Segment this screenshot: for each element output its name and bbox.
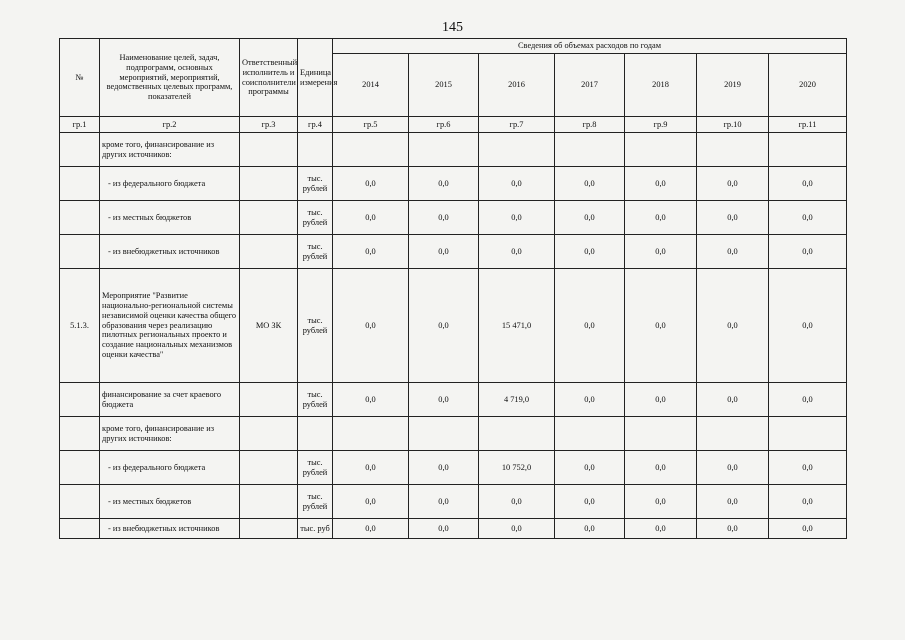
row-number-cell: [60, 167, 100, 201]
value-cell: [479, 133, 555, 167]
unit-cell: тыс. рублей: [298, 269, 333, 383]
column-number: гр.11: [769, 117, 847, 133]
year-header: 2020: [769, 54, 847, 117]
row-name-cell: - из внебюджетных источников: [100, 519, 240, 539]
column-number: гр.10: [697, 117, 769, 133]
value-cell: 0,0: [697, 167, 769, 201]
row-name-cell: - из внебюджетных источников: [100, 235, 240, 269]
value-cell: 0,0: [769, 269, 847, 383]
value-cell: 0,0: [625, 235, 697, 269]
value-cell: 0,0: [409, 269, 479, 383]
value-cell: [625, 133, 697, 167]
row-number-cell: [60, 383, 100, 417]
header-responsible: Ответственный исполнитель и соисполнители программы: [240, 39, 298, 117]
value-cell: 0,0: [479, 519, 555, 539]
value-cell: 0,0: [769, 451, 847, 485]
row-name-cell: - из местных бюджетов: [100, 485, 240, 519]
value-cell: 0,0: [409, 235, 479, 269]
table-row: [60, 269, 847, 383]
responsible-cell: [240, 485, 298, 519]
row-number-cell: [60, 235, 100, 269]
row-name-cell: финансирование за счет краевого бюджета: [100, 383, 240, 417]
column-number: гр.8: [555, 117, 625, 133]
unit-cell: тыс. рублей: [298, 201, 333, 235]
responsible-cell: МО ЗК: [240, 269, 298, 383]
column-number: гр.2: [100, 117, 240, 133]
value-cell: 0,0: [333, 269, 409, 383]
value-cell: 0,0: [625, 451, 697, 485]
responsible-cell: [240, 133, 298, 167]
year-header: 2016: [479, 54, 555, 117]
header-no: №: [60, 39, 100, 117]
value-cell: 0,0: [697, 519, 769, 539]
value-cell: 0,0: [555, 383, 625, 417]
row-number-cell: [60, 201, 100, 235]
responsible-cell: [240, 167, 298, 201]
row-name-cell: - из местных бюджетов: [100, 201, 240, 235]
value-cell: 0,0: [409, 383, 479, 417]
value-cell: 0,0: [409, 451, 479, 485]
value-cell: [625, 417, 697, 451]
value-cell: 0,0: [333, 485, 409, 519]
unit-cell: [298, 417, 333, 451]
value-cell: 0,0: [555, 519, 625, 539]
value-cell: 0,0: [333, 451, 409, 485]
value-cell: 0,0: [333, 167, 409, 201]
table-row: [60, 485, 847, 519]
value-cell: 0,0: [333, 201, 409, 235]
value-cell: [409, 417, 479, 451]
responsible-cell: [240, 519, 298, 539]
value-cell: [555, 133, 625, 167]
value-cell: [333, 133, 409, 167]
page-number: 145: [442, 20, 463, 35]
value-cell: 15 471,0: [479, 269, 555, 383]
value-cell: 0,0: [769, 167, 847, 201]
value-cell: 0,0: [769, 485, 847, 519]
value-cell: 0,0: [625, 167, 697, 201]
year-header: 2015: [409, 54, 479, 117]
column-number-row: [60, 117, 847, 133]
value-cell: 0,0: [555, 201, 625, 235]
value-cell: 0,0: [625, 269, 697, 383]
table-row: [60, 201, 847, 235]
table-row: [60, 235, 847, 269]
value-cell: 0,0: [333, 235, 409, 269]
value-cell: [769, 417, 847, 451]
value-cell: 0,0: [555, 269, 625, 383]
value-cell: [479, 417, 555, 451]
year-header: 2017: [555, 54, 625, 117]
row-number-cell: [60, 417, 100, 451]
year-header: 2018: [625, 54, 697, 117]
value-cell: 0,0: [409, 485, 479, 519]
unit-cell: тыс. рублей: [298, 451, 333, 485]
table-row: [60, 383, 847, 417]
value-cell: [409, 133, 479, 167]
value-cell: 0,0: [769, 383, 847, 417]
value-cell: 0,0: [697, 383, 769, 417]
table-row: [60, 133, 847, 167]
value-cell: 0,0: [625, 485, 697, 519]
column-number: гр.9: [625, 117, 697, 133]
value-cell: 0,0: [769, 519, 847, 539]
row-number-cell: 5.1.3.: [60, 269, 100, 383]
value-cell: 0,0: [769, 201, 847, 235]
row-name-cell: - из федерального бюджета: [100, 167, 240, 201]
value-cell: 0,0: [625, 201, 697, 235]
row-name-cell: Мероприятие "Развитие национально-региональной системы независимой оценки качества общего образования через реализацию пилотных региональных проекто и создание национальных механизмов оценки качества": [100, 269, 240, 383]
row-number-cell: [60, 133, 100, 167]
year-header: 2019: [697, 54, 769, 117]
year-header: 2014: [333, 54, 409, 117]
unit-cell: тыс. руб: [298, 519, 333, 539]
value-cell: 4 719,0: [479, 383, 555, 417]
value-cell: 0,0: [555, 167, 625, 201]
column-number: гр.4: [298, 117, 333, 133]
value-cell: 0,0: [479, 235, 555, 269]
row-number-cell: [60, 451, 100, 485]
value-cell: 0,0: [333, 383, 409, 417]
row-name-cell: кроме того, финансирование из других источников:: [100, 417, 240, 451]
value-cell: [769, 133, 847, 167]
table-body: [60, 133, 847, 539]
column-number: гр.6: [409, 117, 479, 133]
unit-cell: [298, 133, 333, 167]
unit-cell: тыс. рублей: [298, 485, 333, 519]
value-cell: 0,0: [479, 485, 555, 519]
value-cell: 0,0: [555, 485, 625, 519]
value-cell: 0,0: [697, 451, 769, 485]
table-row: [60, 451, 847, 485]
responsible-cell: [240, 417, 298, 451]
responsible-cell: [240, 201, 298, 235]
responsible-cell: [240, 383, 298, 417]
value-cell: 0,0: [697, 201, 769, 235]
value-cell: 0,0: [697, 235, 769, 269]
unit-cell: тыс. рублей: [298, 167, 333, 201]
value-cell: 0,0: [697, 485, 769, 519]
value-cell: 0,0: [769, 235, 847, 269]
unit-cell: тыс. рублей: [298, 383, 333, 417]
value-cell: 0,0: [555, 451, 625, 485]
header-unit: Единица измерения: [298, 39, 333, 117]
value-cell: 0,0: [409, 167, 479, 201]
value-cell: 0,0: [479, 167, 555, 201]
column-number: гр.7: [479, 117, 555, 133]
row-number-cell: [60, 519, 100, 539]
table-row: [60, 519, 847, 539]
column-number: гр.1: [60, 117, 100, 133]
unit-cell: тыс. рублей: [298, 235, 333, 269]
value-cell: 0,0: [697, 269, 769, 383]
value-cell: 0,0: [409, 201, 479, 235]
column-number: гр.3: [240, 117, 298, 133]
row-name-cell: кроме того, финансирование из других источников:: [100, 133, 240, 167]
value-cell: [333, 417, 409, 451]
responsible-cell: [240, 451, 298, 485]
value-cell: [555, 417, 625, 451]
value-cell: 0,0: [555, 235, 625, 269]
row-name-cell: - из федерального бюджета: [100, 451, 240, 485]
responsible-cell: [240, 235, 298, 269]
value-cell: [697, 133, 769, 167]
value-cell: 0,0: [409, 519, 479, 539]
value-cell: 0,0: [479, 201, 555, 235]
value-cell: [697, 417, 769, 451]
header-name: Наименование целей, задач, подпрограмм, основных мероприятий, мероприятий, ведомственных целевых программ, показателей: [100, 39, 240, 117]
value-cell: 0,0: [625, 383, 697, 417]
row-number-cell: [60, 485, 100, 519]
value-cell: 0,0: [333, 519, 409, 539]
column-number: гр.5: [333, 117, 409, 133]
header-expenditure-group: Сведения об объемах расходов по годам: [333, 39, 847, 54]
table-row: [60, 417, 847, 451]
table-row: [60, 167, 847, 201]
value-cell: 10 752,0: [479, 451, 555, 485]
budget-table: [59, 38, 847, 539]
value-cell: 0,0: [625, 519, 697, 539]
